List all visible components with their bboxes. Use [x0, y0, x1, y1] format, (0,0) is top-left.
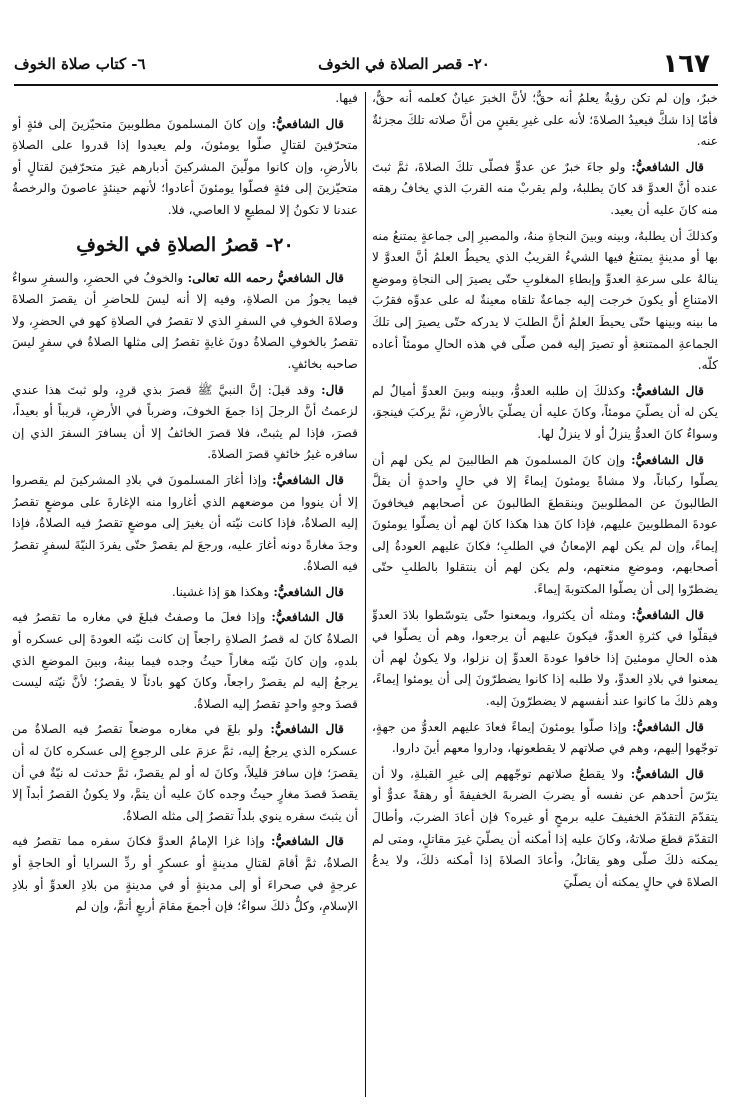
speaker-label: قال الشافعيُّ: — [271, 116, 345, 131]
paragraph-text: وإذا غزا الإمامُ العدوَّ فكانَ سفره مما تقصرُ فيه الصلاةُ، ثمَّ أقامَ لقتالِ مدينةٍ أو عسكرٍ أو ردِّ السرايا أو الحاجةِ أو عرجةٍ في صحراءَ أو إلى مدينةٍ أو في مدينةٍ من بلادِ العدوِّ أو بلادِ الإسلامِ، وكلُّ ذلكَ سواءٌ؛ فإن أجمعَ مقامَ أربعٍ أتمَّ، وإن لم — [12, 834, 358, 914]
paragraph-text: خبرٌ، وإن لم تكن رؤيةٌ يعلمُ أنه حقٌّ؛ لأنَّ الخبرَ عيانٌ كعلمه أنه حقٌّ، فأمّا إذا شكَّ فيعيدُ الصلاةَ؛ لأنه على غيرِ يقينٍ من أنَّ صلاته تلكَ مجزئةٌ عنه. — [372, 91, 718, 149]
speaker-label: قال الشافعيُّ رحمه الله تعالى: — [187, 270, 345, 285]
paragraph — [372, 381, 718, 446]
paragraph-text: ومثله أن يكثروا، ويمعنوا حتّى يتوسّطوا بلادَ العدوِّ فيقلّوا في كثرةِ العدوِّ، فيكونَ عليهم أن يرجعوا، وهم أن يصلّوا في هذه الحالِ مومئينَ إذا خافوا عودةَ العدوِّ إن نزلوا، ولا يكونُ لهم أن يمعنوا في بلادِ العدوِّ، ولا طلبه إذا كانوا يضطرّونَ إلى أن يومئوا إيماءً، وهم ذلكَ ما كانوا عند أنفسهم لا يضطرّونَ إليه. — [372, 607, 718, 709]
page-header — [14, 44, 718, 86]
paragraph — [372, 157, 718, 222]
paragraph — [12, 268, 358, 376]
speaker-label: قال الشافعيُّ: — [631, 607, 705, 622]
speaker-label: قال الشافعيُّ: — [272, 472, 345, 487]
paragraph — [372, 764, 718, 894]
paragraph-text: وقد قيلَ: إنَّ النبيَّ ﷺ قصرَ بذي قردٍ، ولو ثبتَ هذا عندي لزعمتُ أنَّ الرجلَ إذا جمعَ الخوفَ، وضرباً في الأرضِ، قريباً أو بعيداً، قصرَ، فإذا لم يثبتْ، فلا قصرَ الخائفُ إلا أن يسافرَ السفرَ الذي إن سافره غيرُ خائفٍ قصرَ الصلاةَ. — [12, 382, 358, 462]
running-section-title: ٢٠- قصر الصلاة في الخوف — [318, 55, 490, 73]
paragraph — [372, 717, 718, 760]
paragraph — [12, 114, 358, 222]
paragraph — [12, 380, 358, 466]
paragraph — [12, 470, 358, 578]
paragraph-text: والخوفُ في الحضرِ، والسفرِ سواءٌ فيما يجوزُ من الصلاةِ، وفيه إلا أنه ليسَ للحاضرِ أن يقصرَ الصلاةَ وصلاةَ الخوفِ في السفرِ الذي لا تقصرُ في الصلاةِ كهو في الحضرِ، ولا تقصرُ بالخوفِ الصلاةُ دونَ غايةٍ تقصرُ إلى مثلها الصلاةُ في سفرٍ ليسَ صاحبه بخائفٍ. — [12, 270, 358, 371]
section-heading: ٢٠- قصرُ الصلاةِ في الخوفِ — [76, 233, 294, 256]
paragraph-text: وإذا أغارَ المسلمونَ في بلادِ المشركينَ لم يقصروا إلا أن ينووا من موضعهم الذي أغاروا منه الإغارةَ على موضعٍ تقصرُ إليه الصلاةُ، فإذا كانت نيّته أن يغيرَ إلى موضعٍ تقصرُ فيه الصلاةُ، فإذا وجدَ مغارةً دونه أغارَ عليه، ورجعَ لم يقصرْ حتّى يفردَ النيّةَ لسفرٍ تقصرُ فيه الصلاةُ. — [12, 472, 358, 574]
paragraph — [372, 226, 718, 377]
paragraph-text: ولا يقطعُ صلاتهم توجّههم إلى غيرِ القبلةِ، ولا أن يترّسَ أحدهم عن نفسه أو يضربَ الضربةَ الخفيفةَ أو رهقةً عدوٌّ أو يتقدّمَ التقدّمَ الخفيفَ عليه برمحٍ أو غيره؟ فإن أعادَ الضربَ، وأطالَ التقدّمَ قطعَ صلاتهُ، وكانَ عليه إذا أمكنه أن يصلّيَ غيرَ مقاتلٍ، ومتى لم يمكنه ذلكَ صلّى وهو يقاتلُ، وأعادَ الصلاةَ إذا أمكنه ذلكَ، ولا يدعُ الصلاةَ في حالٍ يمكنه أن يصلّيَ — [372, 766, 718, 889]
speaker-label: قال الشافعيُّ: — [270, 722, 345, 737]
paragraph-text: وكذلكَ إن طلبه العدوُّ، وبينه وبينَ العدوِّ أميالٌ لم يكن له أن يصلّيَ مومئاً، وكانَ عليه أن يصلّيَ بالأرضِ، ثمَّ يركبَ فينجوَ، وسواءٌ كانَ العدوُّ ينزلُ أو لا ينزلُ لها. — [372, 383, 718, 441]
running-book-title: ٦- كتاب صلاة الخوف — [14, 55, 146, 73]
column-divider — [365, 92, 366, 1097]
paragraph-text: وكذلكَ أن يطلبهُ، وبينه وبينَ النجاةِ منهُ، والمصيرِ إلى جماعةٍ يمتنعُ منه بها أو مدينةٍ يمتنعُ فيها الشيءُ القريبُ الذي يحيطُ العلمُ أنَّ العدوَّ لا ينالهُ على سرعةِ العدوِّ وإبطاءِ المغلوبِ حتّى يصيرَ إلى النجاةِ وموضعِ الامتناعِ أو يكونَ خرجت إليه جماعةٌ تلقاه معينةٌ له على عدوِّه فقرُبَ ما بينه وبينها حتّى يحيطَ العلمُ أنَّ الطلبَ لا يدركه حتّى يصيرَ إلى تلكَ الجماعةِ الممتنعةِ أو تصيرَ إليه فمن صلّى في هذه الحالِ مومئاً أعاده كلّه. — [372, 228, 718, 373]
speaker-label: قال الشافعيُّ: — [630, 766, 704, 781]
paragraph — [372, 450, 718, 601]
speaker-label: قال الشافعيُّ: — [632, 719, 705, 734]
left-column-bottom — [12, 268, 358, 918]
paragraph-text: وهكذا هوَ إذا غشينا. — [171, 584, 270, 599]
speaker-label: قال الشافعيُّ: — [631, 383, 705, 398]
paragraph — [12, 719, 358, 827]
paragraph — [12, 582, 358, 604]
paragraph — [372, 88, 718, 153]
speaker-label: قال الشافعيُّ: — [631, 159, 705, 174]
paragraph — [12, 88, 358, 110]
paragraph — [12, 831, 358, 917]
paragraph — [372, 605, 718, 713]
speaker-label: قال الشافعيُّ: — [271, 610, 345, 625]
paragraph-text: ولو جاءَ خبرٌ عن عدوٍّ فصلّى تلكَ الصلاةَ، ثمَّ ثبتَ عنده أنَّ العدوَّ قد كانَ يطلبهُ، ولم يقربْ منه القربَ الذي يخافُ رهقه منه كانَ عليه أن يعيد. — [372, 159, 718, 217]
left-column — [12, 88, 358, 1101]
paragraph-text: فيها. — [335, 91, 358, 105]
speaker-label: قال الشافعيُّ: — [270, 834, 344, 849]
speaker-label: قال الشافعيُّ: — [273, 584, 344, 599]
paragraph-text: وإذا صلّوا يومئونَ إيماءً فعادَ عليهم العدوُّ من جهةٍ، توجّهوا إليهم، وهم في صلاتهم لا يقطعونها، وداروا معهم أينَ داروا. — [372, 719, 718, 756]
left-column-top — [12, 88, 358, 222]
paragraph-text: وإن كانَ المسلمونَ هم الطالبينَ لم يكن لهم أن يصلّوا ركباناً، ولا مشاةً يومئونَ إيماءً إلا في حالٍ واحدةٍ أن يقلَّ الطالبونَ عن المطلوبينَ وينقطعَ الطالبونَ عن أصحابهم فيخافونَ عودةَ المطلوبينَ عليهم، فإذا كانَ هذا هكذا كانَ لهم أن يصلّوا يومئونَ إيماءً، وإن لم يكن لهم الإمعانُ في الطلبِ؛ فكانَ عليهم العودةُ إلى أصحابهم، وموضعِ منعتهم، ولم يكن لهم أن ينتقلوا بالطلبِ حتّى يضطرّوا إلى أن يصلّوا المكتوبةَ إيماءً. — [372, 452, 718, 597]
paragraph-text: ولو بلغَ في مغاره موضعاً تقصرُ فيه الصلاةُ من عسكره الذي يرجعُ إليه، ثمَّ عزمَ على الرجوعِ إلى عسكره كانَ له أن يقصرَ؛ فإن سافرَ قليلاً، وكانَ له أو لم يقصرْ، ثمَّ حدثت له نيّةٌ في أن يقصدَ قصدَ مغارٍ حيثُ وجده كانَ عليه أن يتمَّ، ولا يكونُ القصرُ أبداً إلا أن يثبتَ سفره ينوي بلداً تقصرُ إلى مثله الصلاةُ. — [12, 722, 358, 823]
paragraph-text: وإن كانَ المسلمونَ مطلوبينَ متحيّزينَ إلى فئةٍ أو متحرّفينَ لقتالٍ صلّوا يومئونَ، ولم يعيدوا إذا قدروا على الصلاةِ بالأرضِ، وإن كانوا مولّينَ المشركينَ أدبارهم غيرَ متحرّفينَ لقتالٍ أو متحيّزينَ إلى فئةٍ فصلّوا يومئونَ أعادوا؛ لأنهم حينئذٍ عاصونَ والرخصةُ عندنا لا تكونُ إلا لمطيعٍ لا العاصي، فلا. — [12, 116, 358, 217]
paragraph — [12, 607, 358, 715]
right-column — [372, 88, 718, 1101]
paragraph-text: وإذا فعلَ ما وصفتُ فبلغَ في مغاره ما تقصرُ فيه الصلاةُ كانَ له قصرُ الصلاةِ راجعاً إن كانت نيّته العودةَ إلى عسكره أو بلدهِ، وإن كانَ نيّته مغاراً حيثُ وجده فيما بينهُ، وبينَ الموضعِ الذي يرجعُ إليه لم يقصرْ راجعاً، وكانَ كهو بادئاً لا يقصرُ؛ لأنَّ نيّته ليست قصدَ وجهٍ واحدٍ تقصرُ إليه الصلاةُ. — [12, 610, 358, 711]
speaker-label: قال الشافعيُّ: — [631, 452, 704, 467]
speaker-label: قال: — [321, 382, 345, 397]
page-number: ١٦٧ — [662, 49, 710, 79]
